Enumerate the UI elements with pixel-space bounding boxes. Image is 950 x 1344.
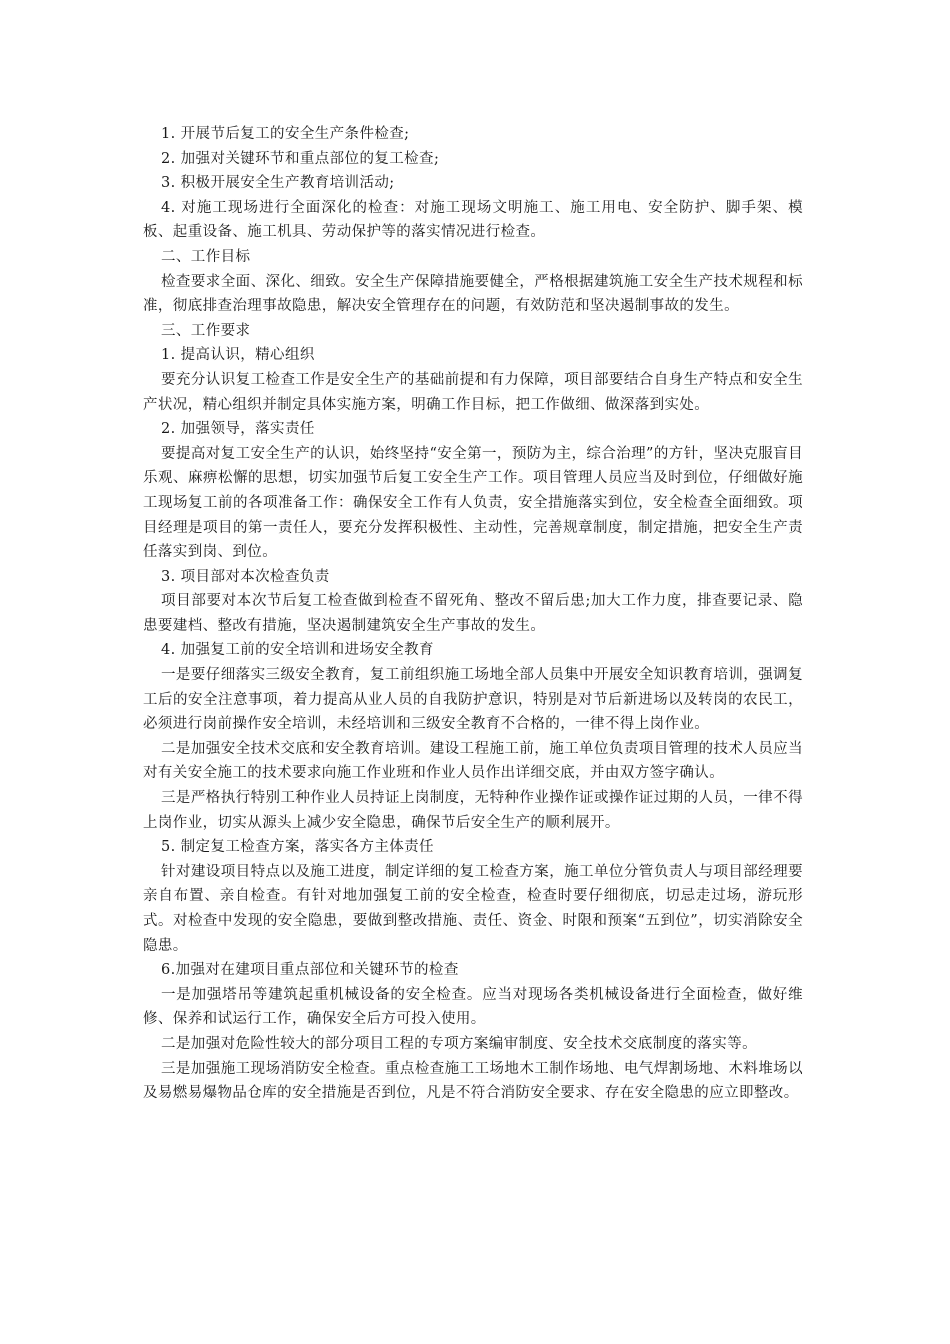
paragraph: 针对建设项目特点以及施工进度，制定详细的复工检查方案，施工单位分管负责人与项目部经理要亲自布置、亲自检查。有针对地加强复工前的安全检查，检查时要仔细彻底，切忌走过场，游玩形式。对检查中发现的安全隐患，要做到整改措施、责任、资金、时限和预案“五到位”，切实消除安全隐患。 bbox=[143, 863, 803, 954]
list-item-4: 4. 对施工现场进行全面深化的检查：对施工现场文明施工、施工用电、安全防护、脚手架、模板、起重设备、施工机具、劳动保护等的落实情况进行检查。 bbox=[143, 199, 803, 241]
document-body bbox=[143, 122, 803, 1106]
subheading-2: 2. 加强领导，落实责任 bbox=[161, 421, 315, 438]
paragraph: 一是要仔细落实三级安全教育，复工前组织施工场地全部人员集中开展安全知识教育培训，强调复工后的安全注意事项，着力提高从业人员的自我防护意识，特别是对节后新进场以及转岗的农民工，必须进行岗前操作安全培训，未经培训和三级安全教育不合格的，一律不得上岗作业。 bbox=[143, 667, 803, 733]
paragraph: 二是加强对危险性较大的部分项目工程的专项方案编审制度、安全技术交底制度的落实等。 bbox=[161, 1035, 757, 1052]
paragraph: 三是加强施工现场消防安全检查。重点检查施工工场地木工制作场地、电气焊割场地、木料堆场以及易燃易爆物品仓库的安全措施是否到位，凡是不符合消防安全要求、存在安全隐患的应立即整改。 bbox=[143, 1060, 803, 1102]
paragraph: 一是加强塔吊等建筑起重机械设备的安全检查。应当对现场各类机械设备进行全面检查，做好维修、保养和试运行工作，确保安全后方可投入使用。 bbox=[143, 986, 803, 1028]
list-item-2: 2. 加强对关键环节和重点部位的复工检查; bbox=[161, 150, 440, 167]
section-heading-requirements: 三、工作要求 bbox=[161, 322, 251, 339]
subheading-3: 3. 项目部对本次检查负责 bbox=[161, 568, 330, 585]
subheading-1: 1. 提高认识，精心组织 bbox=[161, 347, 315, 364]
subheading-5: 5. 制定复工检查方案，落实各方主体责任 bbox=[161, 839, 434, 856]
paragraph: 项目部要对本次节后复工检查做到检查不留死角、整改不留后患;加大工作力度，排查要记录、隐患要建档、整改有措施，坚决遏制建筑安全生产事故的发生。 bbox=[143, 593, 803, 634]
paragraph: 要充分认识复工检查工作是安全生产的基础前提和有力保障，项目部要结合自身生产特点和安全生产状况，精心组织并制定具体实施方案，明确工作目标，把工作做细、做深落到实处。 bbox=[143, 371, 803, 413]
paragraph-goals: 检查要求全面、深化、细致。安全生产保障措施要健全，严格根据建筑施工安全生产技术规程和标准，彻底排查治理事故隐患，解决安全管理存在的问题，有效防范和坚决遏制事故的发生。 bbox=[143, 273, 803, 315]
paragraph: 三是严格执行特别工种作业人员持证上岗制度，无特种作业操作证或操作证过期的人员，一律不得上岗作业，切实从源头上减少安全隐患，确保节后安全生产的顺利展开。 bbox=[143, 790, 803, 831]
paragraph: 二是加强安全技术交底和安全教育培训。建设工程施工前，施工单位负责项目管理的技术人员应当对有关安全施工的技术要求向施工作业班和作业人员作出详细交底，并由双方签字确认。 bbox=[143, 740, 803, 782]
subheading-4: 4. 加强复工前的安全培训和进场安全教育 bbox=[161, 642, 434, 659]
paragraph: 要提高对复工安全生产的认识，始终坚持“安全第一，预防为主，综合治理”的方针，坚决克服盲目乐观、麻痹松懈的思想，切实加强节后复工安全生产工作。项目管理人员应当及时到位，仔细做好施工现场复工前的各项准备工作：确保安全工作有人负责，安全措施落实到位，安全检查全面细致。项目经理是项目的第一责任人，要充分发挥积极性、主动性，完善规章制度，制定措施，把安全生产责任落实到岗、到位。 bbox=[143, 445, 803, 561]
subheading-6: 6.加强对在建项目重点部位和关键环节的检查 bbox=[161, 962, 459, 979]
list-item-3: 3. 积极开展安全生产教育培训活动; bbox=[161, 175, 395, 192]
section-heading-goals: 二、工作目标 bbox=[161, 248, 251, 265]
list-item-1: 1. 开展节后复工的安全生产条件检查; bbox=[161, 126, 410, 142]
